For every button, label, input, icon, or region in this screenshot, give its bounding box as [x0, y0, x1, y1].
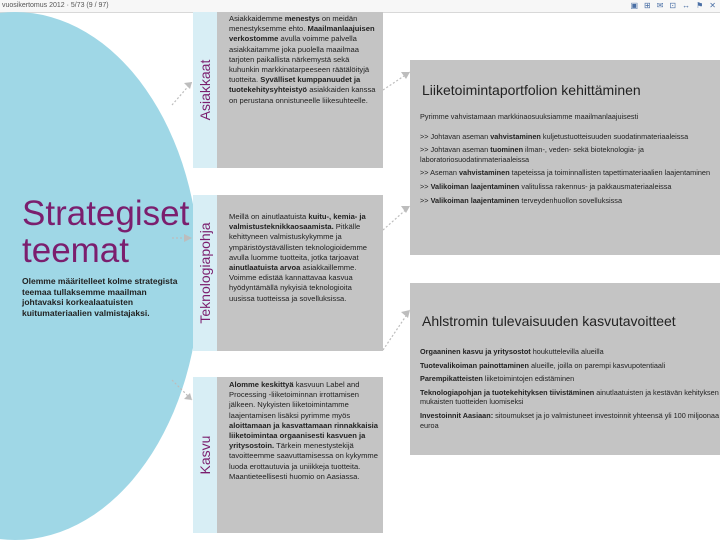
close-icon[interactable]: ✕: [709, 1, 716, 10]
kasvutavoitteet-title: Ahlstromin tulevaisuuden kasvutavoitteet: [422, 313, 676, 329]
fit-width-icon[interactable]: ↔: [682, 1, 691, 10]
portfolio-title: Liiketoimintaportfolion kehittäminen: [422, 82, 641, 98]
flag-icon[interactable]: ⚑: [696, 1, 704, 10]
list-item: Parempikatteisten liiketoimintojen edistäminen: [420, 374, 575, 384]
strategy-intro: Olemme määritelleet kolme strategista teemaa tullaksemme maailman johtavaksi korkealaatuisten kuitumateriaalien valmistajaksi.: [22, 276, 178, 318]
list-item: Tuotevalikoiman painottaminen alueille, joilla on parempi kasvupotentiaali: [420, 360, 666, 370]
list-item: >> Johtavan aseman tuominen ilman-, veden- sekä bioteknologia- ja laboratoriosuodatinmateriaaleissa: [420, 145, 644, 164]
list-item: Orgaaninen kasvu ja yritysostot houkuttelevilla alueilla: [420, 347, 604, 356]
portfolio-list: [420, 112, 720, 209]
list-item: >> Valikoiman laajentaminen valitulissa rakennus- ja pakkausmateriaaleissa: [420, 181, 672, 191]
list-item: >> Valikoiman laajentaminen terveydenhuollon sovelluksissa: [420, 195, 623, 205]
portfolio-intro: Pyrimme vahvistamaan markkinaosuuksiamme maailmanlaajuisesti: [420, 112, 639, 121]
list-item: Investoinnit Aasiaan: sitoumukset ja jo valmistuneet investoinnit yhteensä yli 100 miljoonaa euroa: [420, 410, 720, 430]
label-teknologiapohja: Teknologiapohja: [193, 195, 217, 351]
fullscreen-icon[interactable]: ⊡: [669, 1, 677, 10]
label-kasvu: Kasvu: [193, 377, 217, 533]
list-item: Teknologiapohjan ja tuotekehityksen tiivistäminen ainutlaatuisten ja kestävän kehityksen mukaisten tuotteiden luomiseksi: [420, 387, 719, 407]
document-breadcrumb: vuosikertomus 2012 · 5/73 (9 / 97): [2, 2, 109, 9]
list-item: >> Johtavan aseman vahvistaminen kuljetustuotteisuuden suodatinmateriaaleissa: [420, 131, 689, 141]
mail-icon[interactable]: ✉: [656, 1, 664, 10]
card-kasvutavoitteet: [410, 283, 720, 455]
text-asiakkaat: Asiakkaidemme menestys on meidän menestyksemme ehto. Maailmanlaajuisen verkostomme avulla voimme palvella asiakkaitamme joka puolella maailmaa tarjoten paikallista närkemystä sekä kuhunkin markkinatarpeeseen räätälöityjä tuotteita. Syvälliset kumppanuudet ja tuotekehitysyhteistyö asiakkaiden kanssa on perustana onnistuneelle liikesuhteelle.: [229, 14, 376, 105]
grid-icon[interactable]: ⊞: [644, 1, 651, 10]
list-item: >> Aseman vahvistaminen tapeteissa ja toiminnallisten tapettimateriaalien laajentaminen: [420, 168, 711, 178]
card-portfolio: [410, 60, 720, 255]
text-kasvu: Alomme keskittyä kasvuun Label and Processing -liiketoiminnan irrottamisen jälkeen. Nykyisten liiketoimintamme laajentamisen lisäksi pyrimme myös aloittamaan ja kasvattamaan rinnakkaisia liiketoimintaa orgaanisesti kasvuen ja yritysostoin. Tärkein menestystekijä tavoitteemme saavuttamisessa on kykymme luoda erottautuvia ja uniikkeja tuotteita. Maantieteellisesti huomio on Aasiassa.: [229, 380, 378, 481]
page-view-icon[interactable]: ▣: [630, 1, 639, 10]
text-teknologiapohja: Meillä on ainutlaatuista kuitu-, kemia- ja valmistusteknikkaosaamista. Pitkälle kehittyneen valmistuskykymme ja ympäristöystävällisten teknologioidemme avulla luomme tuotteita, jotka tarjoavat ainutlaatuista arvoa asiakkaillemme. Voimme edistää kannattavaa kasvua hyödyntämällä nykyisiä teknologioita uusissa tuotteissa ja sovelluksissa.: [229, 212, 368, 303]
page-title: Strategiset teemat: [22, 194, 190, 270]
label-asiakkaat: Asiakkaat: [193, 12, 217, 168]
kasvutavoitteet-list: [420, 347, 720, 434]
